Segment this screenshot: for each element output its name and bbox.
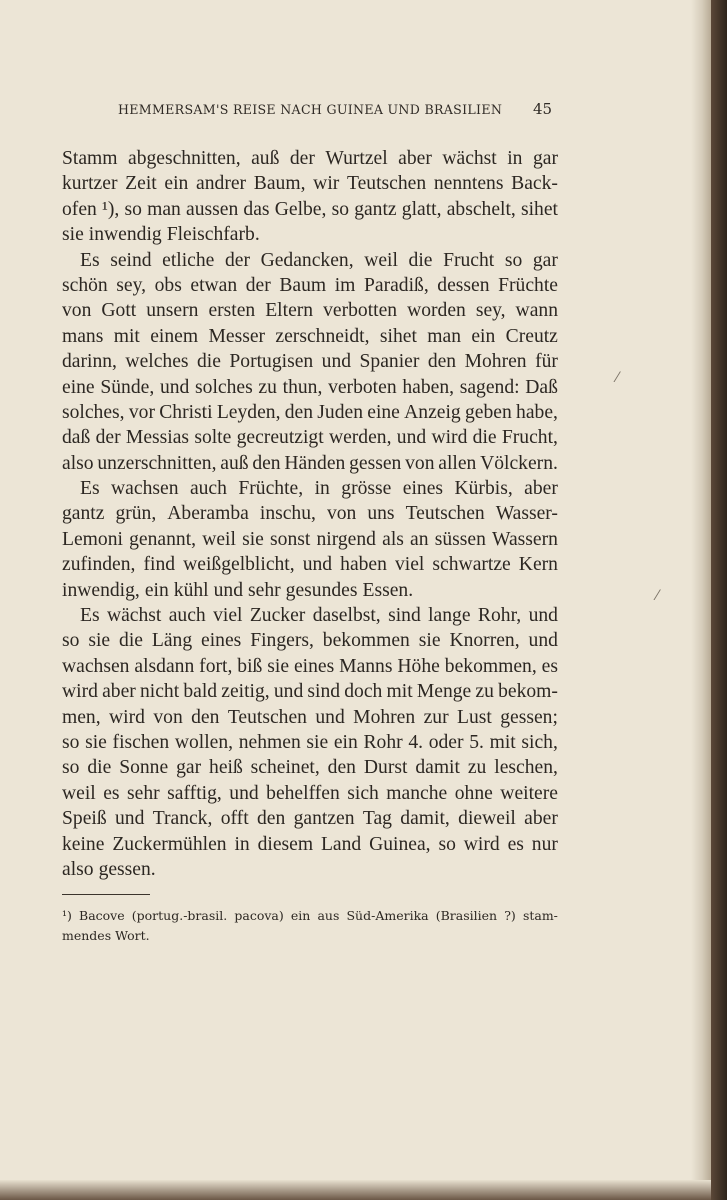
text-line: sie inwendig Fleischfarb. <box>62 224 260 246</box>
footnote-rule <box>62 894 150 895</box>
text-line: also gessen. <box>62 858 156 880</box>
text-line: so sie die Läng eines Fingers, bekommen sie Knorren, und <box>62 630 558 652</box>
text-line: wird aber nicht bald zeitig, und sind doch mit Menge zu bekom- <box>62 681 558 703</box>
pencil-mark: ⁄ <box>616 370 619 386</box>
text-line: schön sey, obs etwan der Baum im Paradiß, dessen Früchte <box>62 274 558 296</box>
text-line: solches, vor Christi Leyden, den Juden eine Anzeig geben habe, <box>62 401 558 423</box>
text-line: wachsen alsdann fort, biß sie eines Manns Höhe bekommen, es <box>62 655 558 677</box>
text-line: keine Zuckermühlen in diesem Land Guinea, so wird es nur <box>62 833 558 855</box>
text-line: weil es sehr safftig, und behelffen sich manche ohne weitere <box>62 782 558 804</box>
body-text <box>62 146 558 882</box>
text-line: Stamm abgeschnitten, auß der Wurtzel aber wächst in gar <box>62 148 558 169</box>
text-line: zufinden, find weißgelblicht, und haben viel schwartze Kern <box>62 554 558 576</box>
running-head: HEMMERSAM'S REISE NACH GUINEA UND BRASILIEN <box>118 102 503 117</box>
footnote-line: ¹) Bacove (portug.-brasil. pacova) ein aus Süd-Amerika (Brasilien ?) stam- <box>62 908 558 923</box>
page-bottom-shadow <box>0 1180 711 1200</box>
text-line: also unzerschnitten, auß den Händen gessen von allen Völckern. <box>62 452 558 474</box>
text-line: Es wächst auch viel Zucker daselbst, sind lange Rohr, und <box>80 605 558 627</box>
text-line: daß der Messias solte gecreutzigt werden, und wird die Frucht, <box>62 427 558 449</box>
text-line: gantz grün, Aberamba inschu, von uns Teutschen Wasser- <box>62 503 558 525</box>
text-line: mans mit einem Messer zerschneidt, sihet man ein Creutz <box>62 325 558 347</box>
text-line: Es seind etliche der Gedancken, weil die Frucht so gar <box>80 249 558 271</box>
text-line: eine Sünde, und solches zu thun, verboten haben, sagend: Daß <box>62 376 558 398</box>
text-line: von Gott unsern ersten Eltern verbotten worden sey, wann <box>62 300 558 322</box>
page-number: 45 <box>533 100 553 118</box>
footnotes <box>62 906 558 946</box>
text-line: inwendig, ein kühl und sehr gesundes Essen. <box>62 579 414 601</box>
text-line: so sie fischen wollen, nehmen sie ein Rohr 4. oder 5. mit sich, <box>62 731 558 753</box>
pencil-mark: ⁄ <box>656 588 659 604</box>
book-edge <box>711 0 727 1200</box>
page-gutter-shadow <box>691 0 711 1196</box>
text-line: so die Sonne gar heiß scheinet, den Durst damit zu leschen, <box>62 757 558 779</box>
text-line: kurtzer Zeit ein andrer Baum, wir Teutschen nenntens Back- <box>62 173 558 195</box>
text-line: Lemoni genannt, weil sie sonst nirgend als an süssen Wassern <box>62 528 558 550</box>
text-line: Speiß und Tranck, offt den gantzen Tag damit, dieweil aber <box>62 808 558 830</box>
footnote-line: mendes Wort. <box>62 928 150 943</box>
text-line: Es wachsen auch Früchte, in grösse eines Kürbis, aber <box>80 478 558 500</box>
text-line: ofen ¹), so man aussen das Gelbe, so gantz glatt, abschelt, sihet <box>62 198 558 220</box>
text-line: darinn, welches die Portugisen und Spanier den Mohren für <box>62 351 558 373</box>
text-line: men, wird von den Teutschen und Mohren zur Lust gessen; <box>62 706 558 728</box>
